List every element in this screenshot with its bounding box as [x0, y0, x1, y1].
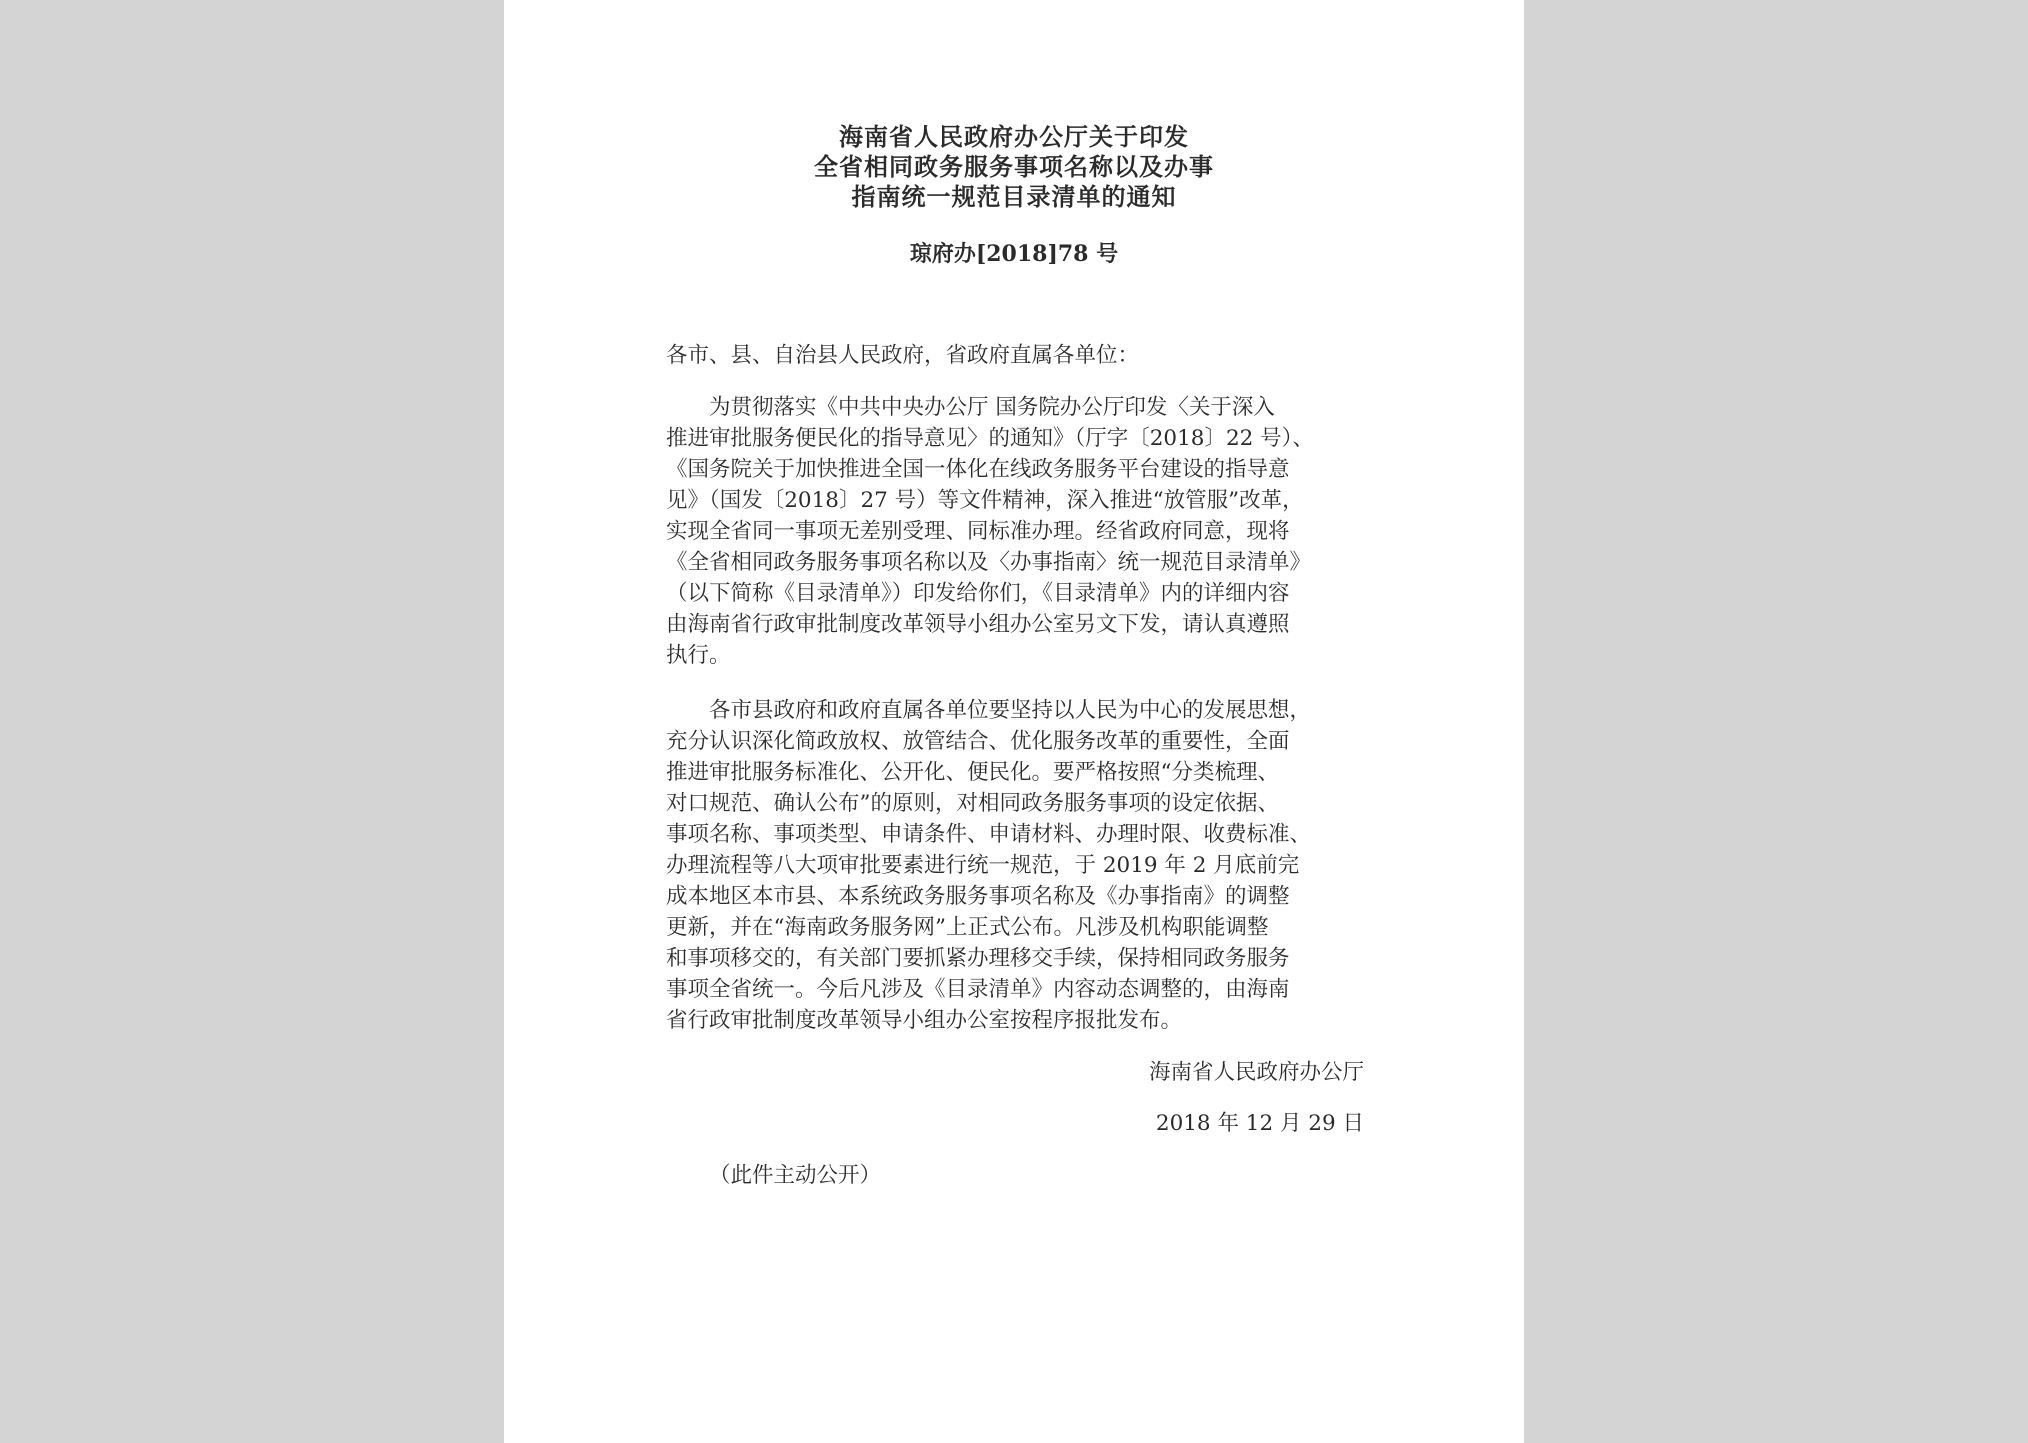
issue-date: 2018 年 12 月 29 日: [1155, 1111, 1364, 1136]
paragraph-2: [666, 695, 1366, 1036]
document-title: [504, 122, 1524, 212]
document-number: 琼府办[2018]78 号: [909, 241, 1119, 267]
text-line: 办理流程等八大项审批要素进行统一规范，于 2019 年 2 月底前完: [666, 853, 1300, 878]
document-page: [504, 0, 1524, 1443]
text-line: 更新，并在“海南政务服务网”上正式公布。凡涉及机构职能调整: [666, 915, 1269, 940]
text-line: 各市县政府和政府直属各单位要坚持以人民为中心的发展思想，: [666, 698, 1312, 723]
text-line: 和事项移交的，有关部门要抓紧办理移交手续，保持相同政务服务: [666, 946, 1290, 971]
text-line: 省行政审批制度改革领导小组办公室按程序报批发布。: [666, 1008, 1183, 1033]
text-line: 由海南省行政审批制度改革领导小组办公室另文下发，请认真遵照: [666, 612, 1290, 637]
text-line: 见》（国发〔2018〕27 号）等文件精神，深入推进“放管服”改革，: [666, 488, 1304, 513]
text-line: 推进审批服务便民化的指导意见〉的通知》（厅字〔2018〕22 号）、: [666, 426, 1314, 451]
title-line: 海南省人民政府办公厅关于印发: [839, 122, 1189, 151]
title-line: 全省相同政务服务事项名称以及办事: [814, 152, 1214, 181]
text-line: 对口规范、确认公布”的原则，对相同政务服务事项的设定依据、: [666, 791, 1279, 816]
text-line: 《国务院关于加快推进全国一体化在线政务服务平台建设的指导意: [666, 457, 1290, 482]
text-line: （以下简称《目录清单》）印发给你们，《目录清单》内的详细内容: [666, 581, 1290, 606]
text-line: 事项全省统一。今后凡涉及《目录清单》内容动态调整的，由海南: [666, 977, 1290, 1002]
text-line: 实现全省同一事项无差别受理、同标准办理。经省政府同意，现将: [666, 519, 1290, 544]
text-line: 为贯彻落实《中共中央办公厅 国务院办公厅印发〈关于深入: [666, 395, 1275, 420]
text-line: 《全省相同政务服务事项名称以及〈办事指南〉统一规范目录清单》: [666, 550, 1312, 575]
disclosure-note: （此件主动公开）: [709, 1163, 882, 1188]
issuer-signature: 海南省人民政府办公厅: [1148, 1060, 1364, 1085]
text-line: 充分认识深化简政放权、放管结合、优化服务改革的重要性，全面: [666, 729, 1290, 754]
text-line: 成本地区本市县、本系统政务服务事项名称及《办事指南》的调整: [666, 884, 1290, 909]
title-line: 指南统一规范目录清单的通知: [851, 182, 1177, 211]
text-line: 执行。: [666, 643, 731, 668]
paragraph-1: [666, 392, 1366, 671]
text-line: 推进审批服务标准化、公开化、便民化。要严格按照“分类梳理、: [666, 760, 1279, 785]
salutation: 各市、县、自治县人民政府，省政府直属各单位：: [666, 343, 1140, 368]
text-line: 事项名称、事项类型、申请条件、申请材料、办理时限、收费标准、: [666, 822, 1312, 847]
